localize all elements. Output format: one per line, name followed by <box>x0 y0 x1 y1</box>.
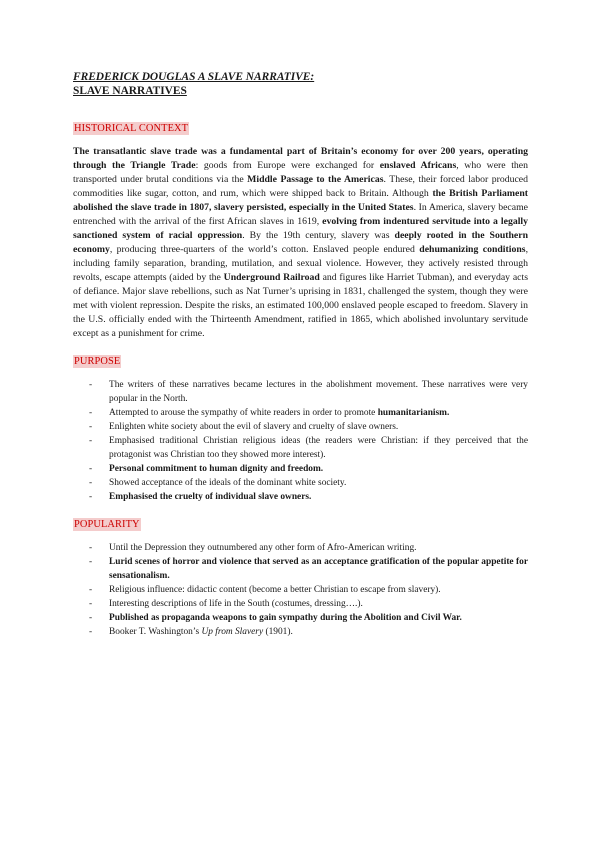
dash-bullet-icon: - <box>89 380 93 390</box>
text-run: Lurid scenes of horror and violence that served as an acceptance gratification of the popular appetite for sensationalism. <box>109 557 528 581</box>
text-run: enslaved Africans <box>379 160 457 171</box>
text-run: The writers of these narratives became lectures in the abolishment movement. These narratives were very popular in the North. <box>109 380 528 404</box>
dash-bullet-icon: - <box>89 557 93 567</box>
text-run: Attempted to arouse the sympathy of white readers in order to promote <box>109 408 378 418</box>
text-run: , producing three-quarters of the world’s cotton. Enslaved people endured <box>109 244 420 255</box>
section-heading-historical-context: HISTORICAL CONTEXT <box>74 123 189 134</box>
text-run: The transatlantic slave trade was a fundamental part of Britain’s economy for over 200 years, operating through the Triangle Trade <box>73 146 528 171</box>
text-run: (1901). <box>263 627 293 637</box>
dash-bullet-icon: - <box>89 543 93 553</box>
dash-bullet-icon: - <box>89 436 93 446</box>
text-run: . In America, slavery became entrenched with the arrival of the first African slaves in 1619, <box>73 202 528 227</box>
list-item <box>73 462 528 476</box>
popularity-list <box>73 541 528 639</box>
list-item <box>73 406 528 420</box>
text-run: the British Parliament abolished the slave trade in 1807, slavery persisted, especially in the United States <box>73 188 528 213</box>
list-item <box>73 611 528 625</box>
list-item <box>73 420 528 434</box>
text-run: Religious influence: didactic content (become a better Christian to escape from slavery). <box>109 585 441 595</box>
dash-bullet-icon: - <box>89 492 93 502</box>
text-run: and figures like Harriet Tubman), and everyday acts of defiance. Major slave rebellions, such as Nat Turner’s uprising in 1831, challenged the system, though they were met with violent repression. Despite the risks, an estimated 100,000 enslaved people escaped to freedom. Slavery in the U.S. officially ended with the Thirteenth Amendment, ratified in 1865, which abolished involuntary servitude except as a punishment for crime. <box>73 272 528 339</box>
dash-bullet-icon: - <box>89 599 93 609</box>
list-item <box>73 541 528 555</box>
historical-context-paragraph <box>73 145 528 341</box>
text-run: . These, their forced labor produced commodities like sugar, cotton, and rum, which were shipped back to Britain. Although <box>73 174 528 199</box>
text-run: Published as propaganda weapons to gain sympathy during the Abolition and Civil War. <box>109 613 462 623</box>
text-run: Middle Passage to the Americas <box>247 174 384 185</box>
section-heading-popularity: POPULARITY <box>74 519 140 530</box>
text-run: . By the 19th century, slavery was <box>242 230 395 241</box>
list-item <box>73 434 528 462</box>
dash-bullet-icon: - <box>89 627 93 637</box>
text-run: : goods from Europe were exchanged for <box>195 160 380 171</box>
section-heading-purpose: PURPOSE <box>74 356 121 367</box>
list-item <box>73 476 528 490</box>
text-run: , including family separation, branding, mutilation, and sexual violence. However, they actively resisted through revolts, escape attempts (aided by the <box>73 244 528 283</box>
text-run: Enlighten white society about the evil of slavery and cruelty of slave owners. <box>109 422 399 432</box>
list-item <box>73 490 528 504</box>
text-run: Interesting descriptions of life in the South (costumes, dressing….). <box>109 599 363 609</box>
document-title: FREDERICK DOUGLAS A SLAVE NARRATIVE: <box>73 71 315 83</box>
document-subtitle: SLAVE NARRATIVES <box>73 85 187 97</box>
dash-bullet-icon: - <box>89 408 93 418</box>
list-item <box>73 625 528 639</box>
list-item <box>73 597 528 611</box>
text-run: evolving from indentured servitude into a legally sanctioned system of racial oppression <box>73 216 528 241</box>
text-run: humanitarianism. <box>377 408 450 418</box>
purpose-list <box>73 378 528 504</box>
list-item <box>73 583 528 597</box>
text-run: dehumanizing conditions <box>419 244 526 255</box>
text-run: Up from Slavery <box>201 627 264 637</box>
list-item <box>73 555 528 583</box>
text-run: Personal commitment to human dignity and freedom. <box>109 464 324 474</box>
dash-bullet-icon: - <box>89 464 93 474</box>
text-run: Emphasised the cruelty of individual slave owners. <box>109 492 312 502</box>
text-run: Showed acceptance of the ideals of the dominant white society. <box>109 478 347 488</box>
dash-bullet-icon: - <box>89 613 93 623</box>
dash-bullet-icon: - <box>89 585 93 595</box>
text-run: Booker T. Washington’s <box>109 627 202 637</box>
text-run: , who were then transported under brutal conditions via the <box>73 160 528 185</box>
document-page <box>73 70 528 639</box>
text-run: deeply rooted in the Southern economy <box>73 230 529 255</box>
text-run: Until the Depression they outnumbered any other form of Afro-American writing. <box>109 543 417 553</box>
text-run: Emphasised traditional Christian religious ideas (the readers were Christian: if they perceived that the protagonist was Christian too they showed more interest). <box>109 436 528 460</box>
dash-bullet-icon: - <box>89 422 93 432</box>
text-run: Underground Railroad <box>223 272 320 283</box>
list-item <box>73 378 528 406</box>
dash-bullet-icon: - <box>89 478 93 488</box>
